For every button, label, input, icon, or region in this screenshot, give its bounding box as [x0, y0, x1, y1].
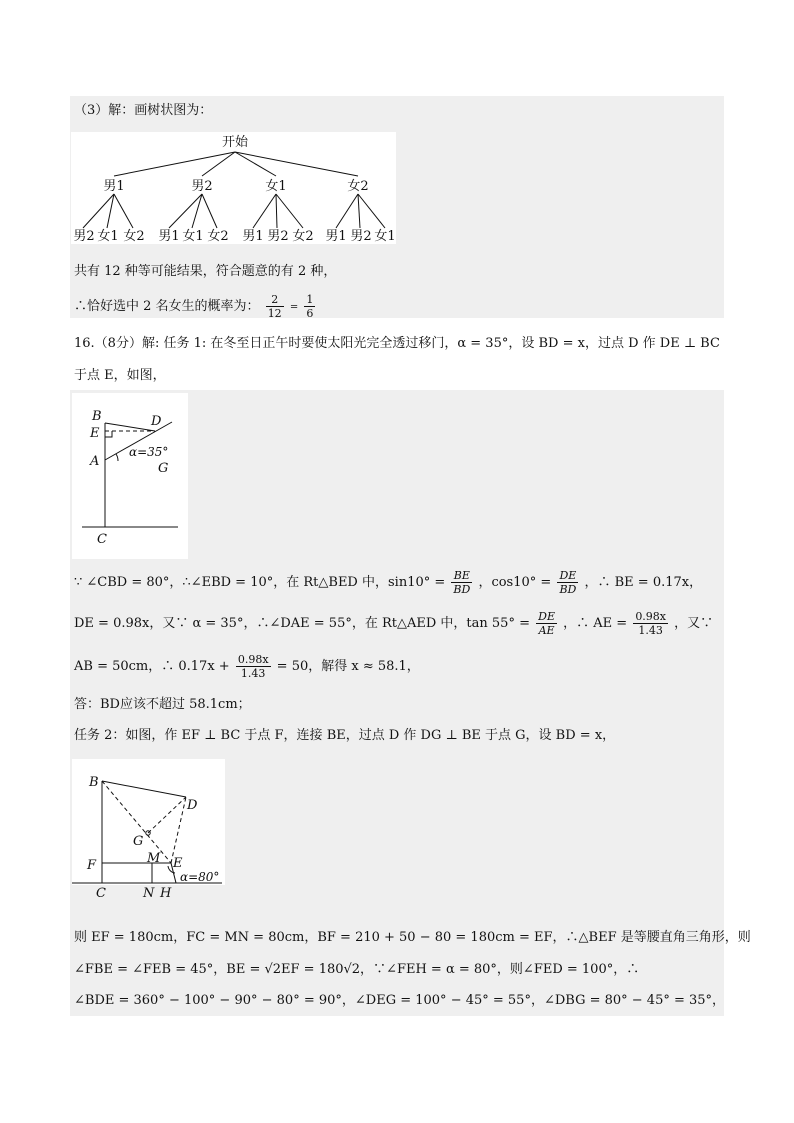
fig2-label-g: G [133, 834, 144, 849]
fig2-label-b: B [89, 775, 99, 790]
tree-l1-node: 男2 [191, 179, 213, 194]
fig1-label-b: B [92, 409, 102, 424]
frac-ae-value: $\frac{0.98x}{1.43}$ [635, 610, 667, 637]
part3-heading: （3）解：画树状图为： [74, 103, 213, 118]
fig2-label-e: E [173, 856, 183, 871]
fig1-label-g: G [158, 461, 169, 476]
fig1-label-angle: α=35° [129, 445, 169, 459]
fig2-label-n: N [143, 886, 155, 901]
task2-line: 任务 2：如图，作 EF ⊥ BC 于点 F，连接 BE，过点 D 作 DG ⊥ BE 于点 G，设 BD = x， [74, 728, 616, 743]
fig1-label-e: E [90, 426, 100, 441]
fig1-label-a: A [90, 454, 100, 469]
tree-l2-node: 女2 [207, 229, 229, 244]
tree-l2-node: 女2 [292, 229, 314, 244]
result-line: 共有 12 种等可能结果，符合题意的有 2 种， [74, 264, 337, 279]
tree-root: 开始 [221, 135, 249, 150]
tree-l2-node: 女1 [97, 229, 119, 244]
figure-1 [72, 393, 188, 559]
figure-2 [72, 759, 225, 885]
fig2-label-h: H [160, 886, 172, 901]
tree-l2-node: 男1 [242, 229, 264, 244]
probability-line [74, 292, 317, 323]
q16-line3: ∵ ∠CBD = 80°，∴∠EBD = 10°，在 Rt△BED 中，sin10° = $\frac{BE}{BD}$ ，cos10° = $\frac{DE}{BD}$ ，∴ BE = 0.17x， [74, 569, 703, 596]
q16-line1: 16.（8分）解: 任务 1: 在冬至日正午时要使太阳光完全透过移门，α = 35°，设 BD = x，过点 D 作 DE ⊥ BC [74, 336, 720, 351]
fig1-label-c: C [97, 532, 107, 547]
tree-l2-node: 女1 [374, 229, 396, 244]
q16-line6: 则 EF = 180cm，FC = MN = 80cm，BF = 210 + 50 − 80 = 180cm = EF，∴△BEF 是等腰直角三角形，则 [74, 930, 751, 945]
q16-line7: ∠FBE = ∠FEB = 45°，BE = √2EF = 180√2，∵∠FEH = α = 80°，则∠FED = 100°，∴ [74, 962, 640, 977]
frac-equation: $\frac{0.98x}{1.43}$ [237, 653, 269, 680]
tree-l2-node: 女2 [123, 229, 145, 244]
tree-diagram [71, 132, 396, 244]
prob-prefix: ∴恰好选中 2 名女生的概率为： [74, 299, 260, 314]
prob-fraction-1: $\frac{2}{12}$ [267, 293, 282, 320]
answer-line: 答：BD应该不超过 58.1cm； [74, 697, 251, 712]
tree-l2-node: 男2 [350, 229, 372, 244]
fig1-label-d: D [151, 414, 162, 429]
frac-de-ae: $\frac{DE}{AE}$ [538, 610, 555, 637]
tree-l2-node: 男1 [158, 229, 180, 244]
frac-de-bd: $\frac{DE}{BD}$ [559, 569, 577, 596]
tree-l1-node: 女1 [265, 179, 287, 194]
q16-line8: ∠BDE = 360° − 100° − 90° − 80° = 90°，∠DEG = 100° − 45° = 55°，∠DBG = 80° − 45° = 35°， [74, 993, 726, 1008]
fig2-label-c2: C [96, 886, 106, 901]
frac-be-bd: $\frac{BE}{BD}$ [453, 569, 471, 596]
fig2-label-m: M [147, 851, 161, 866]
q16-line4: DE = 0.98x，又∵ α = 35°，∴∠DAE = 55°，在 Rt△AED 中，tan 55° = $\frac{DE}{AE}$ ，∴ AE = $\frac{0.98x}{1.43}$ ，又∵ [74, 610, 714, 637]
fig2-label-d: D [187, 798, 198, 813]
tree-l2-node: 男2 [73, 229, 95, 244]
prob-equals: = [289, 302, 299, 313]
tree-l1-node: 女2 [347, 179, 369, 194]
fig2-label-angle: α=80° [180, 870, 220, 884]
q16-line5: AB = 50cm，∴ 0.17x + $\frac{0.98x}{1.43}$ = 50，解得 x ≈ 58.1， [74, 653, 420, 680]
tree-l1-node: 男1 [103, 179, 125, 194]
prob-fraction-2: $\frac{1}{6}$ [306, 293, 314, 320]
tree-l2-node: 女1 [182, 229, 204, 244]
tree-l2-node: 男1 [325, 229, 347, 244]
fig2-label-f: F [87, 858, 97, 873]
q16-line2: 于点 E，如图， [74, 368, 166, 383]
tree-l2-node: 男2 [267, 229, 289, 244]
